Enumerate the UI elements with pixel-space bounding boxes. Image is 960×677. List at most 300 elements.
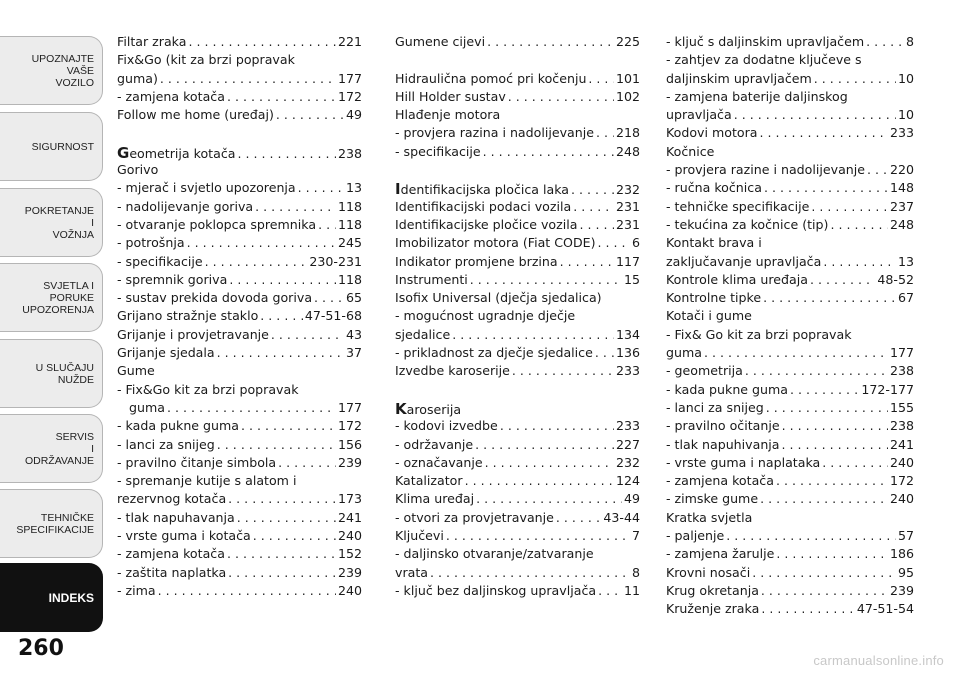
- index-entry: [395, 272, 640, 290]
- leader-dots: [726, 528, 896, 543]
- leader-dots: [476, 491, 622, 506]
- page-ref[interactable]: 47-51-54: [856, 601, 914, 617]
- entry-text: [117, 254, 203, 269]
- entry-label: daljinskim upravljačem: [666, 70, 812, 86]
- index-entry: [117, 290, 362, 308]
- leader-dots: [760, 125, 888, 140]
- index-entry: [666, 382, 914, 400]
- index-entry: [666, 162, 914, 180]
- entry-label: - lanci za snijeg: [117, 436, 215, 452]
- entry-label: - kodovi izvedbe: [395, 418, 498, 434]
- entry-label: - lanci za snijeg: [666, 399, 764, 415]
- entry-text: [395, 144, 481, 159]
- entry-label: - mogućnost ugradnje dječje: [395, 308, 576, 324]
- entry-text: [395, 345, 593, 360]
- entry-text: [117, 437, 215, 452]
- entry-text: [117, 363, 155, 378]
- page-ref[interactable]: 15: [623, 271, 640, 287]
- leader-dots: [228, 491, 336, 506]
- page-ref[interactable]: 49: [345, 107, 362, 123]
- page-ref[interactable]: 43-44: [603, 509, 640, 525]
- entry-text: [666, 162, 865, 177]
- index-entry: [117, 565, 362, 583]
- index-entry: [666, 455, 914, 473]
- page-ref[interactable]: 186: [889, 546, 914, 562]
- entry-text: [395, 400, 461, 418]
- leader-dots: [452, 327, 614, 342]
- entry-text: [666, 180, 762, 195]
- page-ref[interactable]: 231: [615, 216, 640, 232]
- entry-label: Kontrolne tipke: [666, 290, 762, 306]
- entry-text: [395, 89, 506, 104]
- entry-label: Kontakt brava i: [666, 235, 762, 251]
- page-ref[interactable]: 172-177: [861, 381, 914, 397]
- index-entry: [666, 363, 914, 381]
- page-ref[interactable]: 233: [615, 418, 640, 434]
- entry-label: Kočnice: [666, 143, 715, 159]
- index-entry: [666, 107, 914, 125]
- index-entry: [395, 565, 640, 583]
- index-entry: [117, 437, 362, 455]
- leader-dots: [500, 418, 614, 433]
- index-entry: [666, 345, 914, 363]
- entry-label: - paljenje: [666, 528, 725, 544]
- page-ref[interactable]: 118: [337, 271, 362, 287]
- page-ref[interactable]: 177: [889, 345, 914, 361]
- page-ref[interactable]: 10: [897, 107, 914, 123]
- entry-label: - zamjena žarulje: [666, 546, 775, 562]
- page-ref[interactable]: 245: [337, 235, 362, 251]
- entry-label: zaključavanje upravljača: [666, 253, 822, 269]
- leader-dots: [764, 180, 888, 195]
- entry-text: [117, 528, 251, 543]
- entry-text: [117, 162, 158, 177]
- entry-label: guma: [666, 345, 702, 361]
- leader-dots: [217, 437, 336, 452]
- page-ref[interactable]: 118: [337, 198, 362, 214]
- page-ref[interactable]: 240: [337, 582, 362, 598]
- page-ref[interactable]: 232: [615, 454, 640, 470]
- index-entry: [117, 455, 362, 473]
- leader-dots: [255, 199, 336, 214]
- tab-svjetla-i-poruke[interactable]: SVJETLA I PORUKE UPOZORENJA: [0, 263, 103, 332]
- index-entry: [666, 217, 914, 235]
- entry-label: Kratka svjetla: [666, 509, 753, 525]
- index-entry: [117, 199, 362, 217]
- index-entry: [666, 583, 914, 601]
- entry-text: [666, 546, 774, 561]
- leader-dots: [556, 510, 601, 525]
- page-ref[interactable]: 57: [897, 528, 914, 544]
- page-ref[interactable]: 8: [905, 34, 914, 49]
- leader-dots: [485, 455, 614, 470]
- page-ref[interactable]: 134: [615, 326, 640, 342]
- page-ref[interactable]: 177: [337, 70, 362, 86]
- leader-dots: [811, 199, 888, 214]
- page-ref[interactable]: 220: [889, 162, 914, 178]
- page-ref[interactable]: 239: [889, 582, 914, 598]
- page-ref[interactable]: 238: [889, 363, 914, 379]
- page-ref[interactable]: 237: [889, 198, 914, 214]
- index-entry: [666, 34, 914, 52]
- entry-text: [395, 583, 596, 598]
- index-entry: [117, 34, 362, 52]
- leader-dots: [766, 400, 888, 415]
- index-entry: [666, 601, 914, 619]
- entry-label: Hill Holder sustav: [395, 88, 506, 104]
- entry-label: - provjera razina i nadolijevanje: [395, 125, 594, 141]
- page-ref[interactable]: 102: [615, 88, 640, 104]
- page-ref[interactable]: 233: [889, 125, 914, 141]
- entry-text: [395, 437, 473, 452]
- entry-text: [395, 71, 586, 86]
- page-ref[interactable]: 232: [615, 182, 640, 198]
- page-ref[interactable]: 233: [615, 363, 640, 379]
- entry-label: Kodovi motora: [666, 125, 758, 141]
- entry-label: - zahtjev za dodatne ključeve s: [666, 52, 862, 68]
- index-entry: [395, 71, 640, 89]
- entry-label: Hlađenje motora: [395, 107, 501, 123]
- page-ref[interactable]: 43: [345, 326, 362, 342]
- page-ref[interactable]: 240: [337, 528, 362, 544]
- index-entry: [666, 52, 914, 70]
- page-ref[interactable]: 136: [615, 345, 640, 361]
- entry-label: - zaštita naplatka: [117, 564, 227, 580]
- entry-text: [666, 272, 808, 287]
- leader-dots: [314, 290, 344, 305]
- index-entry: [666, 327, 914, 345]
- spacer: [395, 52, 640, 70]
- entry-label: - vrste guma i naplataka: [666, 454, 821, 470]
- index-entry: [117, 583, 362, 601]
- entry-text: [395, 107, 500, 122]
- page-ref[interactable]: 10: [897, 70, 914, 86]
- page-ref[interactable]: 225: [615, 34, 640, 49]
- leader-dots: [278, 455, 336, 470]
- spacer: [117, 125, 362, 143]
- entry-text: [117, 290, 312, 305]
- page-ref[interactable]: 118: [337, 216, 362, 232]
- leader-dots: [704, 345, 888, 360]
- entry-label: - specifikacije: [395, 143, 481, 159]
- page-ref[interactable]: 48-52: [877, 271, 914, 287]
- entry-label: eometrija kotača: [129, 145, 236, 161]
- entry-label: Grijano stražnje staklo: [117, 308, 259, 324]
- index-entry: [117, 546, 362, 564]
- entry-text: [117, 455, 276, 470]
- index-entry: [395, 400, 640, 418]
- index-entry: [117, 382, 362, 400]
- index-entry: [395, 363, 640, 381]
- tab-servis-i-odrzavanje[interactable]: SERVIS I ODRŽAVANJE: [0, 414, 103, 483]
- page-ref[interactable]: 148: [889, 180, 914, 196]
- entry-label: - nadolijevanje goriva: [117, 198, 254, 214]
- index-entry: [395, 217, 640, 235]
- entry-text: [666, 491, 758, 506]
- index-entry: [117, 473, 362, 491]
- entry-text: [666, 455, 820, 470]
- index-entry: [117, 528, 362, 546]
- index-entry: [395, 583, 640, 601]
- index-entry: [395, 144, 640, 162]
- page-ref[interactable]: 65: [345, 290, 362, 306]
- page-ref[interactable]: 248: [615, 143, 640, 159]
- entry-label: Izvedbe karoserije: [395, 363, 510, 379]
- entry-text: [395, 308, 575, 323]
- entry-text: [395, 180, 569, 198]
- index-entry: [666, 199, 914, 217]
- entry-label: Kontrole klima uređaja: [666, 271, 808, 287]
- leader-dots: [271, 327, 344, 342]
- page-ref[interactable]: 231: [615, 198, 640, 214]
- entry-text: [117, 418, 239, 433]
- entry-text: [117, 107, 274, 122]
- entry-text: [395, 565, 428, 580]
- page-ref[interactable]: 101: [615, 70, 640, 86]
- leader-dots: [761, 583, 888, 598]
- entry-label: - Fix& Go kit za brzi popravak: [666, 326, 852, 342]
- entry-text: [666, 565, 750, 580]
- page-ref[interactable]: 37: [345, 345, 362, 361]
- entry-label: - označavanje: [395, 454, 483, 470]
- tab-upoznajte-vase-vozilo[interactable]: UPOZNAJTE VAŠE VOZILO: [0, 36, 103, 105]
- page-ref[interactable]: 155: [889, 399, 914, 415]
- entry-text: [395, 455, 483, 470]
- index-entry: [117, 418, 362, 436]
- page-ref[interactable]: 241: [889, 436, 914, 452]
- index-entry: [666, 272, 914, 290]
- index-entry: [117, 162, 362, 180]
- leader-dots: [167, 400, 336, 415]
- index-entry: [395, 89, 640, 107]
- index-entry: [395, 180, 640, 198]
- index-entry: [666, 144, 914, 162]
- leader-dots: [253, 528, 336, 543]
- entry-text: [117, 71, 158, 86]
- index-entry: [117, 217, 362, 235]
- entry-text: [395, 272, 468, 287]
- index-entry: [666, 546, 914, 564]
- index-entry: [666, 491, 914, 509]
- entry-text: [395, 418, 498, 433]
- entry-text: [117, 34, 186, 49]
- leader-dots: [227, 89, 336, 104]
- page-ref[interactable]: 227: [615, 436, 640, 452]
- entry-text: [666, 71, 812, 86]
- leader-dots: [598, 583, 622, 598]
- index-entry: [666, 510, 914, 528]
- entry-label: sjedalice: [395, 326, 451, 342]
- page-ref[interactable]: 6: [631, 235, 640, 251]
- page-ref[interactable]: 172: [337, 88, 362, 104]
- index-entry: [117, 308, 362, 326]
- entry-label: Grijanje sjedala: [117, 345, 215, 361]
- index-entry: [666, 528, 914, 546]
- leader-dots: [430, 565, 630, 580]
- entry-label: Isofix Universal (dječja sjedalica): [395, 290, 602, 306]
- entry-text: [666, 217, 828, 232]
- page-ref[interactable]: 238: [889, 418, 914, 434]
- entry-text: [117, 144, 235, 162]
- page-ref[interactable]: 172: [889, 473, 914, 489]
- entry-label: - zamjena kotača: [117, 546, 225, 562]
- entry-label: Ključevi: [395, 528, 444, 544]
- page-ref[interactable]: 239: [337, 564, 362, 580]
- leader-dots: [814, 71, 896, 86]
- entry-text: [117, 382, 299, 397]
- spacer: [395, 382, 640, 400]
- tab-indeks[interactable]: INDEKS: [0, 563, 103, 632]
- leader-dots: [790, 382, 859, 397]
- leader-dots: [512, 363, 614, 378]
- page-ref[interactable]: 8: [631, 564, 640, 580]
- index-entry: [117, 89, 362, 107]
- page-ref[interactable]: 117: [615, 253, 640, 269]
- leader-dots: [237, 146, 335, 161]
- entry-text: [117, 217, 316, 232]
- index-entry: [395, 510, 640, 528]
- index-entry: [395, 308, 640, 326]
- page-ref[interactable]: 95: [897, 564, 914, 580]
- page-ref[interactable]: 238: [337, 145, 362, 161]
- leader-dots: [217, 345, 344, 360]
- entry-label: - potrošnja: [117, 235, 185, 251]
- leader-dots: [475, 437, 614, 452]
- page-ref[interactable]: 152: [337, 546, 362, 562]
- page-ref[interactable]: 47-51-68: [304, 308, 362, 324]
- page-ref[interactable]: 218: [615, 125, 640, 141]
- leader-dots: [160, 71, 336, 86]
- entry-text: [117, 272, 227, 287]
- index-entry: [666, 180, 914, 198]
- index-entry: [666, 71, 914, 89]
- leader-dots: [187, 235, 336, 250]
- watermark: carmanualsonline.info: [813, 653, 944, 668]
- entry-text: [117, 546, 225, 561]
- entry-label: - pravilno očitanje: [666, 418, 780, 434]
- entry-text: [395, 34, 485, 49]
- entry-text: [666, 363, 743, 378]
- page-ref[interactable]: 239: [337, 454, 362, 470]
- entry-label: - ključ bez daljinskog upravljača: [395, 582, 597, 598]
- entry-text: [666, 400, 764, 415]
- page-ref[interactable]: 49: [623, 491, 640, 507]
- entry-label: Indikator promjene brzina: [395, 253, 558, 269]
- leader-dots: [318, 217, 336, 232]
- leader-dots: [508, 89, 614, 104]
- entry-label: - zamjena baterije daljinskog: [666, 88, 848, 104]
- tab-sigurnost[interactable]: SIGURNOST: [0, 112, 103, 181]
- section-letter: G: [117, 143, 130, 162]
- leader-dots: [782, 437, 888, 452]
- entry-label: - tlak napuhivanja: [666, 436, 780, 452]
- page-ref[interactable]: 11: [623, 582, 640, 598]
- entry-text: [117, 565, 226, 580]
- entry-text: [117, 89, 225, 104]
- tab-tehnicke-specifikacije[interactable]: TEHNIČKE SPECIFIKACIJE: [0, 489, 103, 558]
- entry-text: [395, 327, 450, 342]
- leader-dots: [810, 272, 875, 287]
- entry-label: Identifikacijske pločice vozila: [395, 216, 578, 232]
- index-entry: [395, 290, 640, 308]
- leader-dots: [229, 272, 336, 287]
- page-ref[interactable]: 221: [337, 34, 362, 49]
- index-entry: [395, 199, 640, 217]
- page-ref[interactable]: 241: [337, 509, 362, 525]
- index-entry: [117, 491, 362, 509]
- index-entry: [666, 308, 914, 326]
- entry-label: Gorivo: [117, 162, 159, 178]
- page-ref[interactable]: 156: [337, 436, 362, 452]
- entry-text: [666, 473, 774, 488]
- leader-dots: [866, 34, 904, 49]
- tab-pokretanje-i-voznja[interactable]: POKRETANJE I VOŽNJA: [0, 188, 103, 257]
- entry-label: Krug okretanja: [666, 582, 759, 598]
- index-entry: [395, 455, 640, 473]
- entry-label: - spremnik goriva: [117, 271, 228, 287]
- index-entry: [395, 418, 640, 436]
- entry-text: [666, 437, 780, 452]
- entry-label: Hidraulična pomoć pri kočenju: [395, 70, 587, 86]
- page-ref[interactable]: 13: [897, 253, 914, 269]
- leader-dots: [470, 272, 622, 287]
- entry-label: - otvori za provjetravanje: [395, 509, 554, 525]
- index-entry: [666, 473, 914, 491]
- page-ref[interactable]: 230-231: [309, 253, 362, 269]
- entry-text: [666, 290, 761, 305]
- entry-label: - kada pukne guma: [666, 381, 789, 397]
- page-ref[interactable]: 67: [897, 290, 914, 306]
- entry-label: - tlak napuhavanja: [117, 509, 235, 525]
- leader-dots: [560, 254, 614, 269]
- entry-label: - provjera razine i nadolijevanje: [666, 162, 866, 178]
- page-ref[interactable]: 240: [889, 454, 914, 470]
- index-column-3: [666, 34, 914, 620]
- entry-text: [666, 528, 724, 543]
- page-ref[interactable]: 172: [337, 418, 362, 434]
- leader-dots: [298, 180, 344, 195]
- page-ref[interactable]: 124: [615, 473, 640, 489]
- page-ref[interactable]: 248: [889, 216, 914, 232]
- entry-text: [395, 290, 602, 305]
- leader-dots: [573, 199, 614, 214]
- page-ref[interactable]: 240: [889, 491, 914, 507]
- leader-dots: [260, 308, 303, 323]
- entry-label: - daljinsko otvaranje/zatvaranje: [395, 546, 594, 562]
- page-ref[interactable]: 7: [631, 528, 640, 544]
- tab-u-slucaju-nuzde[interactable]: U SLUČAJU NUŽDE: [0, 339, 103, 408]
- leader-dots: [776, 546, 888, 561]
- entry-text: [666, 125, 758, 140]
- entry-label: Identifikacijski podaci vozila: [395, 198, 572, 214]
- index-entry: [117, 510, 362, 528]
- entry-label: - zimske gume: [666, 491, 759, 507]
- leader-dots: [205, 254, 308, 269]
- entry-label: Krovni nosači: [666, 564, 751, 580]
- leader-dots: [241, 418, 336, 433]
- entry-label: - pravilno čitanje simbola: [117, 454, 277, 470]
- leader-dots: [867, 162, 888, 177]
- entry-label: Grijanje i provjetravanje: [117, 326, 269, 342]
- entry-text: [666, 52, 862, 67]
- page-ref[interactable]: 177: [337, 399, 362, 415]
- index-entry: [666, 235, 914, 253]
- page-ref[interactable]: 173: [337, 491, 362, 507]
- entry-text: [666, 583, 759, 598]
- page-ref[interactable]: 13: [345, 180, 362, 196]
- entry-text: [395, 254, 558, 269]
- leader-dots: [595, 345, 614, 360]
